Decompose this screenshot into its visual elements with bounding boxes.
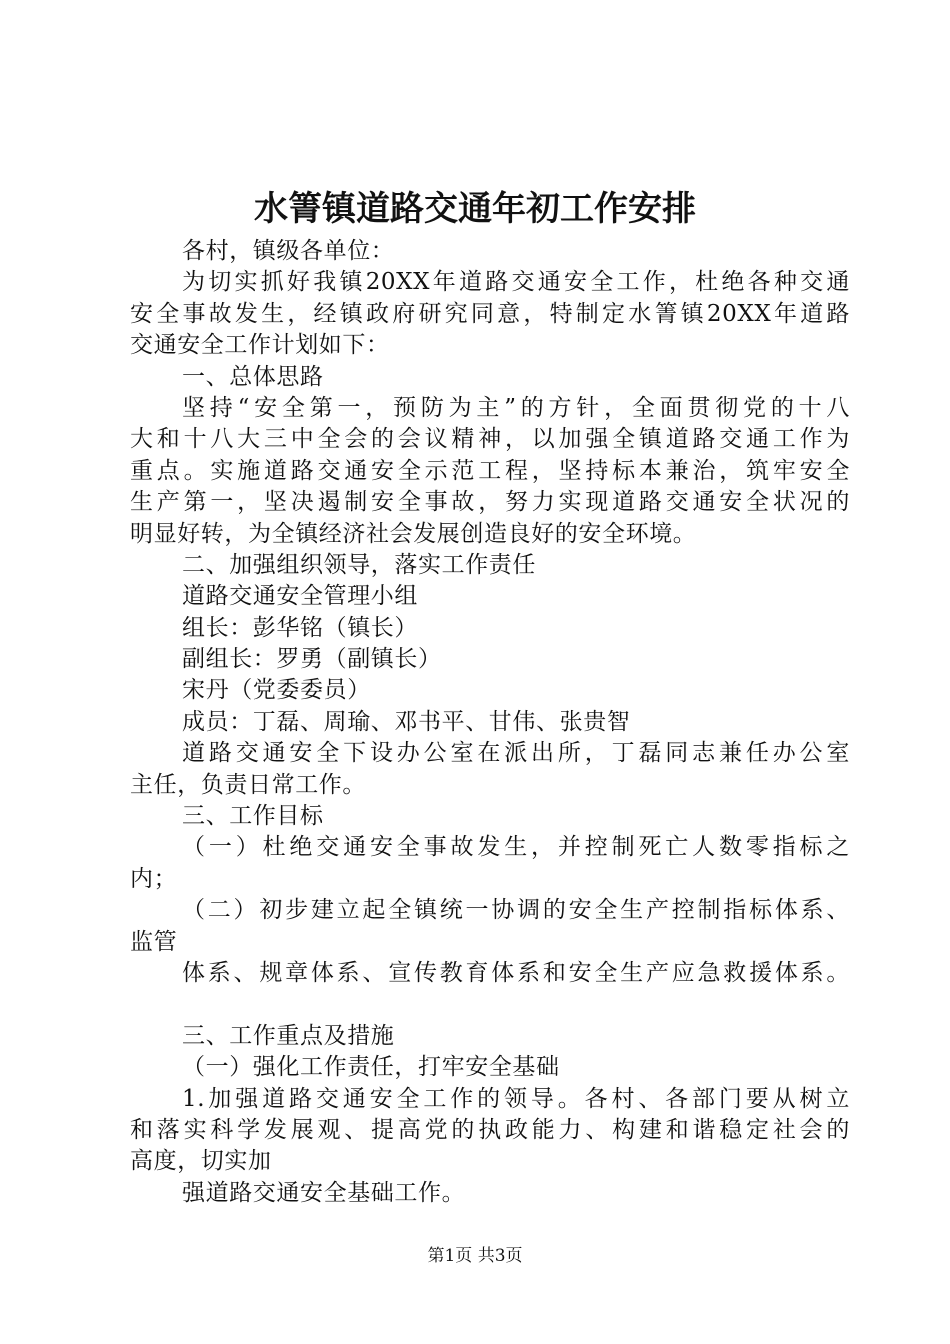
text-line: 体系、规章体系、宣传教育体系和安全生产应急救援体系。 [182, 959, 850, 986]
text-line: 和落实科学发展观、提高党的执政能力、构建和谐稳定社会的 [130, 1116, 850, 1143]
text-line: 交通安全工作计划如下： [130, 332, 390, 359]
text-line: 内； [130, 865, 178, 892]
text-line: 组长：彭华铭（镇长） [182, 614, 418, 641]
text-line: 安全事故发生，经镇政府研究同意，特制定水箐镇20XX年道路 [130, 300, 850, 327]
text-line: 各村，镇级各单位： [182, 238, 395, 264]
text-line: 明显好转，为全镇经济社会发展创造良好的安全环境。 [130, 520, 697, 547]
text-line: 成员：丁磊、周瑜、邓书平、甘伟、张贵智 [182, 708, 631, 735]
text-line: 监管 [130, 928, 178, 955]
text-line: 重点。实施道路交通安全示范工程，坚持标本兼治，筑牢安全 [130, 457, 850, 484]
section-heading: 二、加强组织领导，落实工作责任 [182, 551, 536, 578]
text-line: 宋丹（党委委员） [182, 677, 371, 704]
text-line: 道路交通安全下设办公室在派出所，丁磊同志兼任办公室 [182, 740, 850, 767]
document-title: 水箐镇道路交通年初工作安排 [254, 189, 696, 229]
blank-line [130, 989, 850, 1020]
text-line: 大和十八大三中全会的会议精神，以加强全镇道路交通工作为 [130, 426, 850, 453]
text-line: 为切实抓好我镇20XX年道路交通安全工作，杜绝各种交通 [182, 269, 850, 296]
document-body [130, 236, 850, 1209]
section-heading: 三、工作目标 [182, 803, 324, 830]
section-heading: 三、工作重点及措施 [182, 1022, 395, 1049]
text-line: 强道路交通安全基础工作。 [182, 1179, 466, 1206]
text-line: 坚持“安全第一，预防为主”的方针，全面贯彻党的十八 [182, 394, 850, 421]
section-heading: 一、总体思路 [182, 363, 324, 390]
text-line: 生产第一，坚决遏制安全事故，努力实现道路交通安全状况的 [130, 489, 850, 516]
text-line: 主任，负责日常工作。 [130, 771, 366, 798]
text-line: （一）杜绝交通安全事故发生，并控制死亡人数零指标之 [182, 834, 850, 861]
text-line: 道路交通安全管理小组 [182, 583, 418, 610]
text-line: （二）初步建立起全镇统一协调的安全生产控制指标体系、 [182, 897, 850, 924]
text-line: 高度，切实加 [130, 1148, 272, 1175]
page-footer: 第1页 共3页 [427, 1246, 523, 1266]
text-line: 副组长：罗勇（副镇长） [182, 646, 442, 673]
text-line: 1.加强道路交通安全工作的领导。各村、各部门要从树立 [182, 1085, 850, 1112]
subsection-heading: （一）强化工作责任，打牢安全基础 [182, 1054, 560, 1081]
